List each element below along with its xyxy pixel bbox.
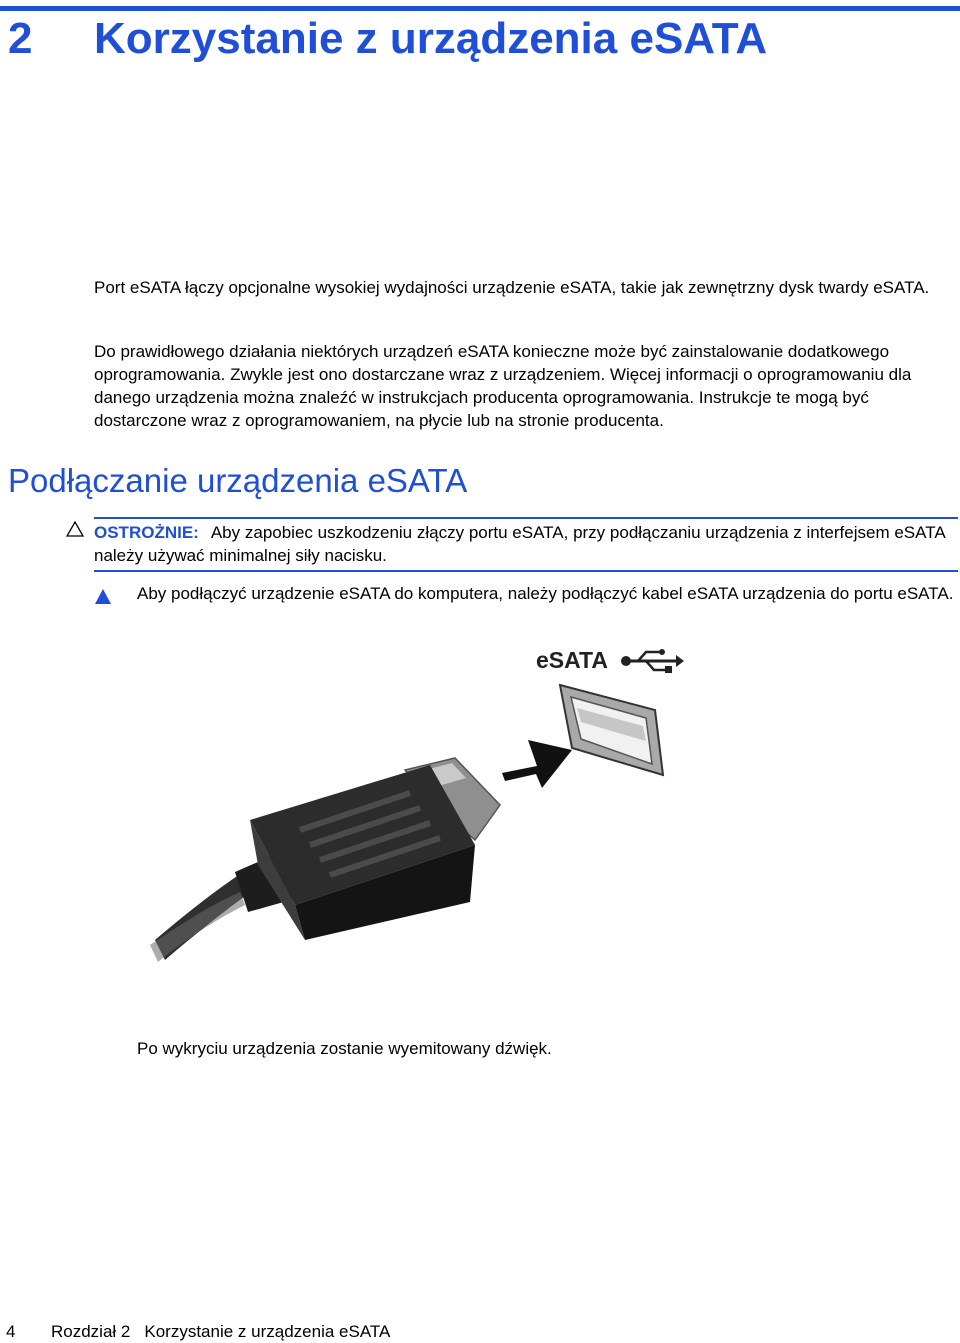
step-triangle-icon xyxy=(95,589,111,604)
caution-triangle-icon xyxy=(66,521,84,537)
chapter-title-text: Korzystanie z urządzenia eSATA xyxy=(94,14,768,63)
caution-text: Aby zapobiec uszkodzeniu złączy portu eSATA, przy podłączaniu urządzenia z interfejsem eSATA należy używać minimalnej siły nacisku. xyxy=(94,523,945,565)
esata-port xyxy=(560,685,663,775)
esata-connection-illustration xyxy=(140,640,700,990)
footer-chapter-ref: Rozdział 2 xyxy=(51,1322,131,1341)
caution-label: OSTROŻNIE: xyxy=(94,523,199,542)
esata-port-label: eSATA xyxy=(536,647,608,673)
usb-icon xyxy=(621,649,684,673)
section-title: Podłączanie urządzenia eSATA xyxy=(8,462,468,499)
cable-body xyxy=(150,758,500,962)
chapter-title xyxy=(8,14,767,64)
top-rule xyxy=(0,6,960,11)
page-footer xyxy=(6,1320,390,1343)
intro-paragraph-2: Do prawidłowego działania niektórych urządzeń eSATA konieczne może być zainstalowanie dodatkowego oprogramowania. Zwykle jest ono dostarczane wraz z urządzeniem. Więcej informacji o oprogramowaniu dla danego urządzenia można znaleźć w instrukcjach producenta oprogramowania. Instrukcje te mogą być dostarczone wraz z oprogramowaniem, na płycie lub na stronie producenta. xyxy=(94,342,912,430)
chapter-number: 2 xyxy=(8,14,33,63)
insert-arrow-icon xyxy=(502,740,572,788)
step-text: Aby podłączyć urządzenie eSATA do komputera, należy podłączyć kabel eSATA urządzenia do portu eSATA. xyxy=(137,584,954,603)
intro-paragraph-1: Port eSATA łączy opcjonalne wysokiej wydajności urządzenie eSATA, takie jak zewnętrzny dysk twardy eSATA. xyxy=(94,278,930,297)
page-number: 4 xyxy=(6,1322,16,1341)
footer-chapter-title: Korzystanie z urządzenia eSATA xyxy=(144,1322,391,1341)
detection-sound-text: Po wykryciu urządzenia zostanie wyemitowany dźwięk. xyxy=(137,1039,552,1058)
caution-box xyxy=(94,517,958,572)
